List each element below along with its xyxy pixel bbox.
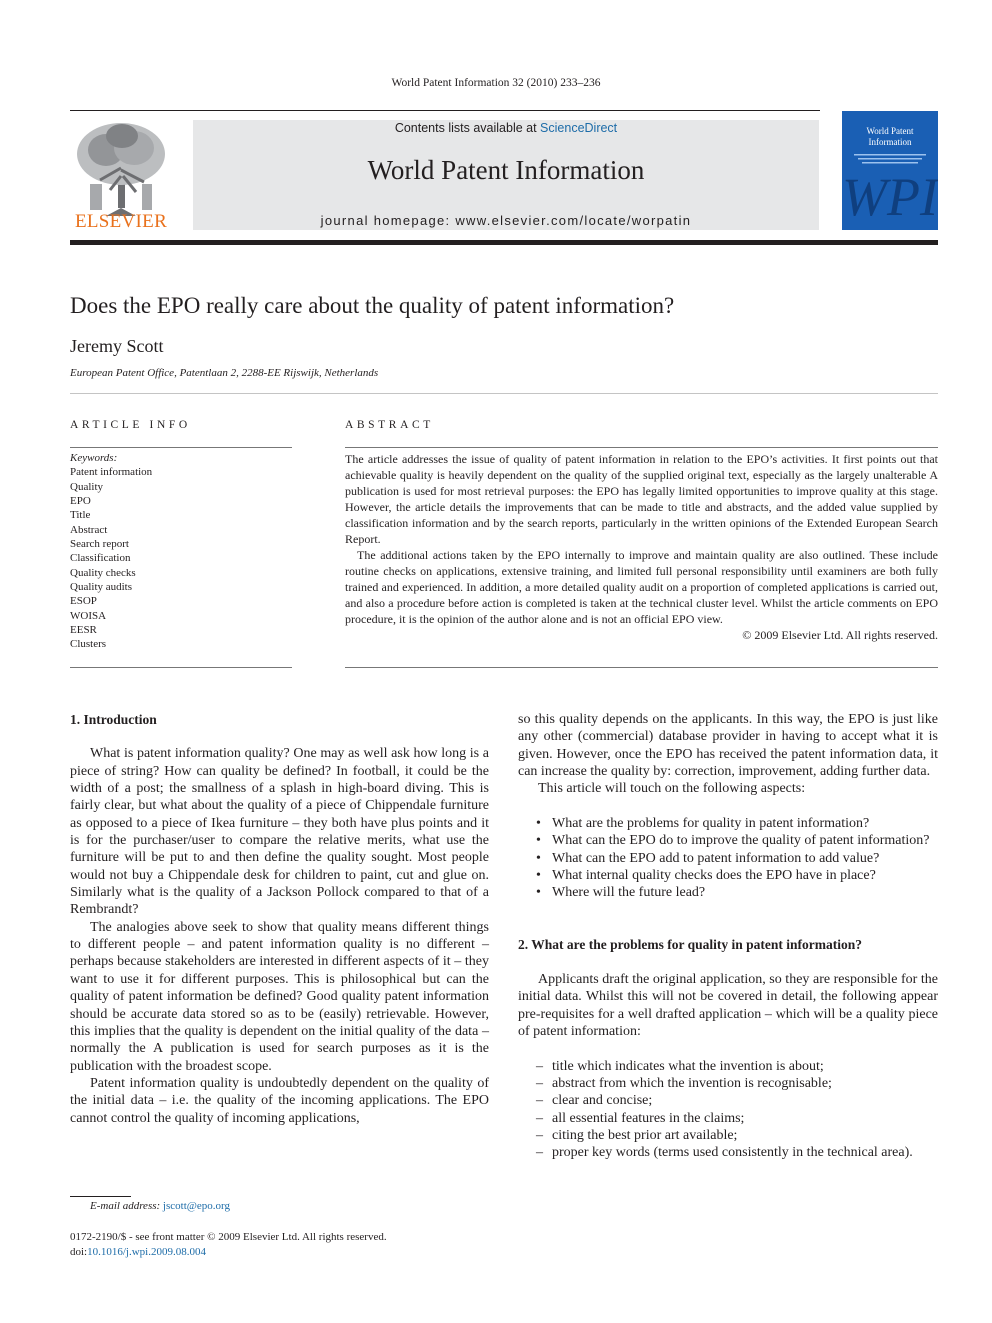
keyword: Patent information bbox=[70, 466, 153, 479]
email-footnote bbox=[90, 1200, 230, 1212]
page-footer bbox=[70, 1230, 387, 1259]
elsevier-wordmark: ELSEVIER bbox=[74, 211, 168, 232]
list-item: • What are the problems for quality in patent information? bbox=[536, 816, 870, 832]
bullet-icon: • bbox=[536, 816, 541, 832]
article-title: Does the EPO really care about the quality of patent information? bbox=[70, 293, 675, 318]
keyword: WOISA bbox=[70, 609, 107, 622]
body-paragraph: so this quality depends on the applicants. In this way, the EPO is just like any other (commercial) database provider in having to accept what it is given. However, once the EPO has received the patent information data, it can increase the quality by: correction, improvement, adding further data. bbox=[518, 712, 938, 780]
keyword: Quality checks bbox=[70, 566, 136, 579]
keyword: Title bbox=[70, 509, 91, 522]
body-paragraph: This article will touch on the following aspects: bbox=[538, 781, 806, 797]
dash-icon: – bbox=[536, 1110, 543, 1126]
dash-icon: – bbox=[536, 1058, 543, 1074]
bullet-icon: • bbox=[536, 868, 541, 884]
keyword: Quality bbox=[70, 480, 103, 493]
journal-title: World Patent Information bbox=[367, 155, 645, 185]
abstract-copyright: © 2009 Elsevier Ltd. All rights reserved. bbox=[742, 628, 938, 642]
body-paragraph: Applicants draft the original application, so they are responsible for the initial data. Whilst this will not be covered in detail, the following appear pre-requisites for a well drafted application – which will be a quality piece of patent information: bbox=[518, 971, 938, 1039]
cover-title: World Patent Information bbox=[866, 126, 914, 147]
article-info-heading: ARTICLE INFO bbox=[70, 419, 191, 431]
bullet-icon: • bbox=[536, 850, 541, 866]
bullet-icon: • bbox=[536, 833, 541, 849]
contents-line bbox=[193, 121, 819, 135]
dash-icon: – bbox=[536, 1075, 543, 1091]
section-heading: 2. What are the problems for quality in patent information? bbox=[518, 937, 863, 953]
abstract-paragraph: The additional actions taken by the EPO internally to improve and maintain quality are also outlined. These include routine checks on applications, extensive training, and limited full personal responsibility until examiners are both fully trained and experienced. In addition, a more detailed quality audit on a proportion of completed applications is carried out, and also a procedure before action is completed is taken at the technical cluster level. Whilst the article comments on EPO procedure, it is the opinion of the author alone and is not an official EPO view. bbox=[345, 548, 938, 626]
abstract-heading: ABSTRACT bbox=[345, 419, 434, 431]
cover-monogram: WPI bbox=[842, 167, 938, 227]
prerequisites-list bbox=[518, 1058, 938, 1162]
keyword: Clusters bbox=[70, 638, 107, 651]
keyword: EESR bbox=[70, 624, 97, 637]
article-info-rule-top bbox=[70, 447, 292, 448]
list-item: – clear and concise; bbox=[536, 1093, 653, 1109]
list-item: • What can the EPO add to patent information to add value? bbox=[536, 850, 880, 866]
journal-homepage[interactable]: journal homepage: www.elsevier.com/locate/worpatin bbox=[320, 213, 692, 228]
affiliation-rule bbox=[70, 393, 938, 394]
keywords-block bbox=[70, 451, 292, 652]
email-label: E-mail address: bbox=[90, 1200, 161, 1212]
doi-link[interactable]: 10.1016/j.wpi.2009.08.004 bbox=[87, 1245, 206, 1258]
list-item: – citing the best prior art available; bbox=[536, 1127, 738, 1143]
list-item: • What internal quality checks does the EPO have in place? bbox=[536, 868, 876, 884]
body-paragraph: Patent information quality is undoubtedly dependent on the quality of the initial data – i.e. the quality of the incoming applications. The EPO cannot control the quality of incoming applications, bbox=[70, 1075, 489, 1126]
body-paragraph: What is patent information quality? One may as well ask how long is a piece of string? How can quality be defined? In football, it could be the width of a post; the smallness of a splash in high-board diving. This is fairly clear, but what about the quality of a piece of Chippendale furniture as opposed to a piece of Ikea furniture – they both have plus points and it is for the purchaser/user to compare the relative merits, what use the furniture will be put to and then define the quality sought. Most people would not buy a Chippendale desk for children to paint, cut and glue on. Similarly what is the quality of a Jackson Pollock compared to that of a Rembrandt? bbox=[70, 746, 489, 918]
abstract-body bbox=[345, 451, 938, 643]
keyword: Quality audits bbox=[70, 581, 133, 594]
cover-fine-print-graphic bbox=[850, 152, 930, 166]
keywords-label: Keywords: bbox=[70, 452, 118, 464]
list-item: • Where will the future lead? bbox=[536, 885, 706, 901]
section-heading: 1. Introduction bbox=[70, 712, 157, 727]
keyword: Search report bbox=[70, 538, 129, 551]
header-thick-rule bbox=[70, 240, 938, 245]
journal-citation: World Patent Information 32 (2010) 233–236 bbox=[391, 77, 601, 89]
aspects-list bbox=[518, 815, 938, 902]
dash-icon: – bbox=[536, 1145, 543, 1161]
footnote-rule bbox=[70, 1196, 131, 1197]
doi-line bbox=[70, 1245, 387, 1260]
dash-icon: – bbox=[536, 1127, 543, 1143]
keyword: Abstract bbox=[70, 523, 108, 536]
keyword: ESOP bbox=[70, 595, 97, 608]
body-column-left bbox=[70, 711, 489, 1127]
dash-icon: – bbox=[536, 1093, 543, 1109]
abstract-rule-bottom bbox=[345, 667, 938, 668]
keyword: EPO bbox=[70, 495, 91, 508]
article-info-rule-bottom bbox=[70, 667, 292, 668]
contents-prefix: Contents lists available at bbox=[394, 121, 541, 135]
body-column-right bbox=[518, 711, 938, 1162]
list-item: – title which indicates what the invention is about; bbox=[536, 1058, 824, 1074]
list-item: – abstract from which the invention is recognisable; bbox=[536, 1075, 832, 1091]
author-affiliation: European Patent Office, Patentlaan 2, 2288-EE Rijswijk, Netherlands bbox=[70, 367, 379, 379]
bullet-icon: • bbox=[536, 885, 541, 901]
body-paragraph: The analogies above seek to show that quality means different things to different people – and patent information quality is no different – perhaps because stakeholders are interested in different aspects of it – they want to use it for different purposes. This is philosophical but can the quality of patent information be defined? Good quality patent information should be accurate data stored so as to be (easily) retrievable. However, this implies that the quality is dependent on the initial quality of the data – normally the A publication is used for search purposes as it is the publication with the broadest scope. bbox=[70, 919, 489, 1074]
issn-line: 0172-2190/$ - see front matter © 2009 Elsevier Ltd. All rights reserved. bbox=[70, 1231, 387, 1243]
list-item: – all essential features in the claims; bbox=[536, 1110, 745, 1126]
abstract-paragraph: The article addresses the issue of quality of patent information in relation to the EPO’s activities. It first points out that achievable quality is heavily dependent on the quality of the supplied original text, especially as the largely unalterable A publication is used for most retrieval purposes: the EPO has legally limited opportunities to improve quality at this stage. However, the article details the improvements that can be made to title and abstracts, and the added value supplied by classification information and by the search reports, particularly in the written opinions of the Extended European Search Report. bbox=[345, 452, 938, 546]
list-item: • What can the EPO do to improve the quality of patent information? bbox=[536, 833, 930, 849]
header-rule bbox=[70, 110, 820, 111]
doi-prefix: doi: bbox=[70, 1245, 88, 1258]
keyword: Classification bbox=[70, 552, 131, 565]
list-item: – proper key words (terms used consistently in the technical area). bbox=[536, 1145, 913, 1161]
author-name: Jeremy Scott bbox=[70, 336, 164, 356]
email-link[interactable]: jscott@epo.org bbox=[162, 1200, 230, 1212]
abstract-rule-top bbox=[345, 447, 938, 448]
sciencedirect-link[interactable]: ScienceDirect bbox=[540, 121, 618, 135]
